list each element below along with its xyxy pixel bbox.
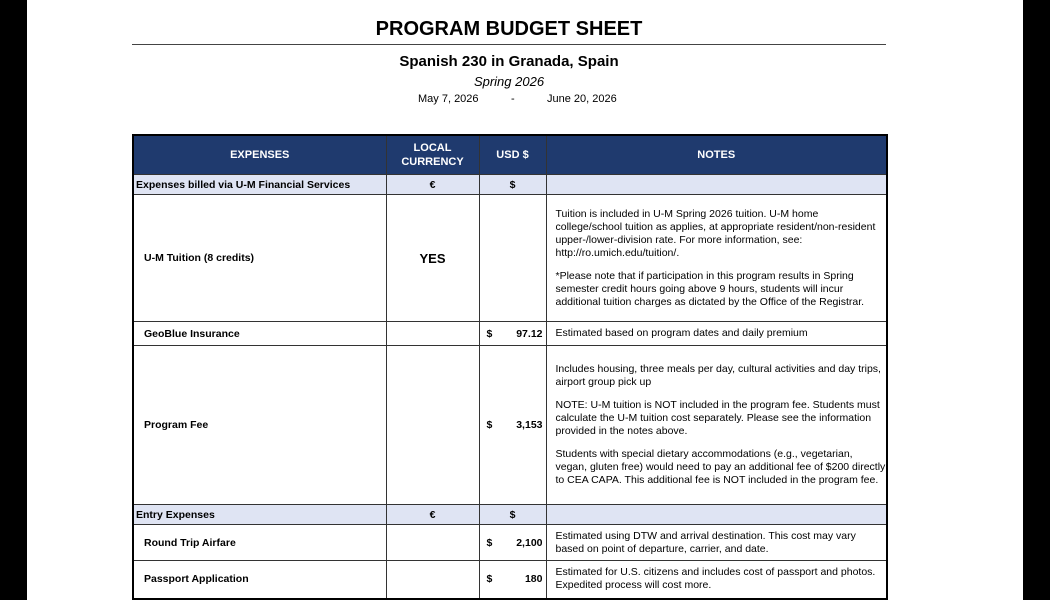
- table-row: [133, 322, 887, 346]
- local-currency-value: [386, 525, 479, 561]
- section-notes-cell: [546, 505, 887, 525]
- table-header-row: [133, 135, 887, 175]
- column-header-local-currency-text: LOCAL CURRENCY: [401, 142, 464, 168]
- usd-value: 3,153: [516, 419, 543, 431]
- note-paragraph: Estimated using DTW and arrival destination. This cost may vary based on point of departure, carrier, and date.: [555, 529, 856, 555]
- usd-cell: [479, 525, 546, 561]
- note-paragraph: Estimated based on program dates and daily premium: [555, 327, 808, 339]
- section-usd-symbol: $: [479, 175, 546, 195]
- usd-currency-symbol: $: [486, 536, 493, 549]
- column-header-expenses: EXPENSES: [133, 135, 386, 175]
- usd-amount: [480, 537, 546, 549]
- table-row: [133, 561, 887, 599]
- table-row: [133, 195, 887, 322]
- section-label: Entry Expenses: [133, 505, 386, 525]
- notes-cell: [546, 346, 887, 505]
- expense-item-label: GeoBlue Insurance: [133, 322, 386, 346]
- table-row: [133, 346, 887, 505]
- date-separator: -: [511, 93, 515, 105]
- note-paragraph: Estimated for U.S. citizens and includes cost of passport and photos. Expedited process will cost more.: [555, 566, 876, 592]
- usd-currency-symbol: $: [486, 419, 493, 431]
- section-local-currency-symbol: €: [386, 505, 479, 525]
- budget-table: [132, 134, 888, 600]
- column-header-local-currency: [386, 135, 479, 175]
- program-name: Spanish 230 in Granada, Spain: [399, 53, 619, 70]
- usd-currency-symbol: $: [486, 573, 493, 586]
- expense-item-label: Program Fee: [133, 346, 386, 505]
- usd-cell: [479, 561, 546, 599]
- section-usd-symbol: $: [479, 505, 546, 525]
- usd-amount: [480, 328, 546, 340]
- column-header-usd: USD $: [479, 135, 546, 175]
- local-currency-value: [386, 561, 479, 599]
- program-term: Spring 2026: [473, 74, 545, 89]
- usd-cell: [479, 346, 546, 505]
- local-currency-value: [386, 346, 479, 505]
- notes-cell: [546, 561, 887, 599]
- expense-item-label: Passport Application: [133, 561, 386, 599]
- start-date: May 7, 2026: [418, 93, 479, 105]
- section-header-row: [133, 505, 887, 525]
- end-date: June 20, 2026: [547, 93, 617, 105]
- expense-item-label: Round Trip Airfare: [133, 525, 386, 561]
- expense-item-label: U-M Tuition (8 credits): [133, 195, 386, 322]
- notes-cell: [546, 525, 887, 561]
- title-divider: [132, 44, 886, 45]
- usd-value: 2,100: [516, 536, 543, 549]
- section-notes-cell: [546, 175, 887, 195]
- page-title: PROGRAM BUDGET SHEET: [375, 18, 643, 40]
- section-local-currency-symbol: €: [386, 175, 479, 195]
- note-paragraph: Tuition is included in U-M Spring 2026 tuition. U-M home college/school tuition as applies, at appropriate resident/non-resident upper-/lower-division rate. For more information, see: http://ro.umich.edu/tuition/.: [555, 207, 876, 259]
- section-label: Expenses billed via U-M Financial Services: [133, 175, 386, 195]
- note-paragraph: *Please note that if participation in this program results in Spring semester credit hours going above 9 hours, students will incur additional tuition charges as dictated by the Office of the Registrar.: [555, 269, 865, 308]
- usd-value: 180: [524, 573, 543, 586]
- section-header-row: [133, 175, 887, 195]
- usd-amount: [480, 573, 546, 585]
- notes-cell: [546, 195, 887, 322]
- usd-currency-symbol: $: [486, 327, 493, 340]
- note-paragraph: NOTE: U-M tuition is NOT included in the program fee. Students must calculate the U-M tuition cost separately. Please see the information provided in the notes above.: [555, 399, 880, 437]
- note-paragraph: Includes housing, three meals per day, cultural activities and day trips, airport group pick up: [555, 363, 881, 388]
- column-header-notes: NOTES: [546, 135, 887, 175]
- usd-amount: [480, 419, 546, 431]
- local-currency-value: YES: [386, 195, 479, 322]
- usd-cell: [479, 195, 546, 322]
- local-currency-value: [386, 322, 479, 346]
- table-row: [133, 525, 887, 561]
- note-paragraph: Students with special dietary accommodations (e.g., vegetarian, vegan, gluten free) would need to pay an additional fee of $200 directly to CEA CAPA. This additional fee is NOT included in the program fee.: [555, 448, 886, 486]
- usd-value: 97.12: [516, 327, 543, 340]
- usd-cell: [479, 322, 546, 346]
- budget-document-page: [27, 0, 1023, 600]
- notes-cell: [546, 322, 887, 346]
